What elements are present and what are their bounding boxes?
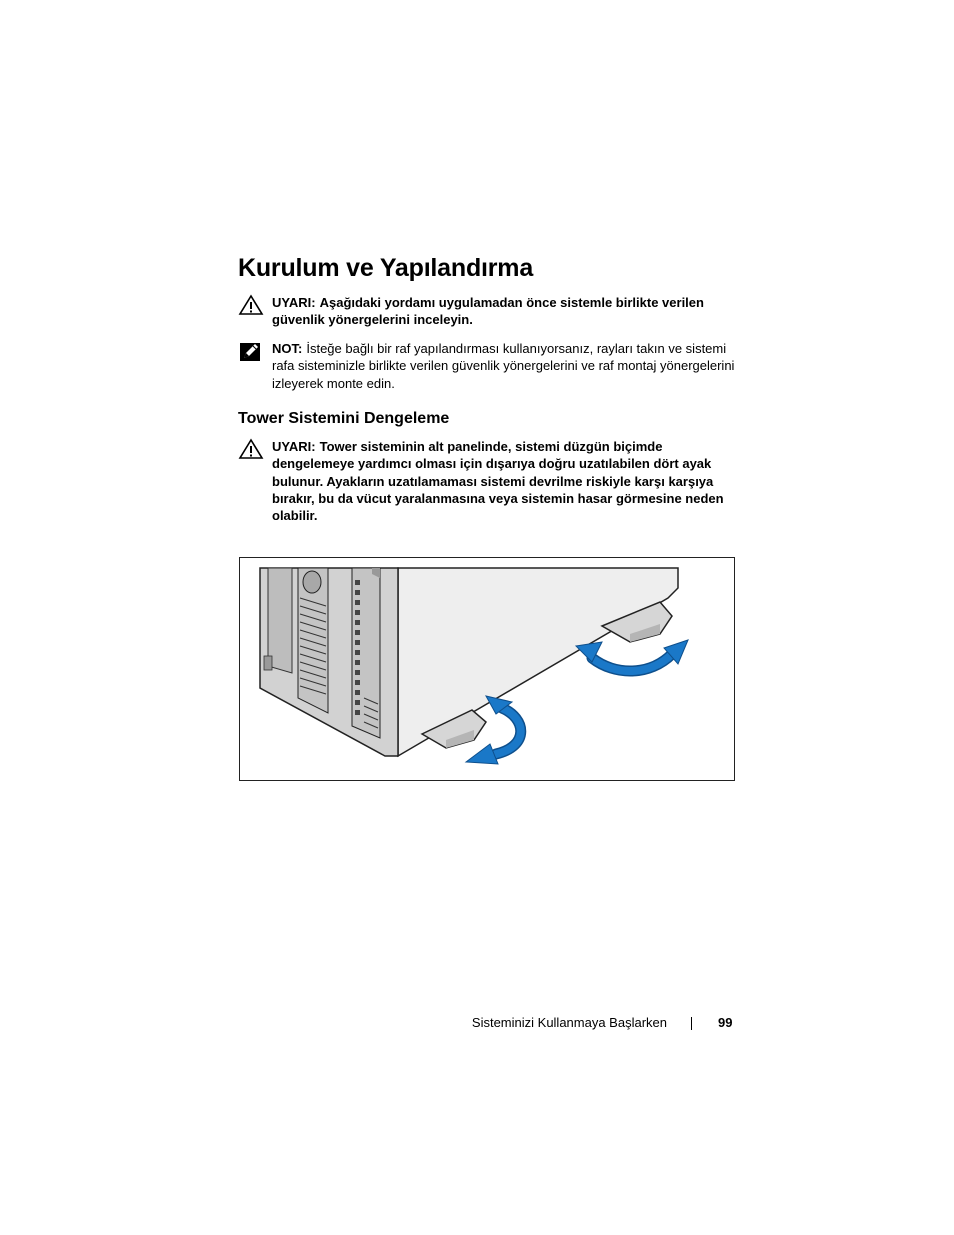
rotation-arrow-back xyxy=(576,640,688,671)
warning-text: Tower sisteminin alt panelinde, sistemi düzgün biçimde dengelemeye yardımcı olması için dışarıya doğru uzatılabilen dört ayak bulunur. Ayakların uzatılamaması sistemi devrilme riskiyle karşı karşıya bırakır, bu da vücut yaralanmasına veya sistemin hasar görmesine neden olabilir. xyxy=(272,439,724,524)
warning-triangle-icon xyxy=(238,294,264,316)
warning-label: UYARI: xyxy=(272,439,316,454)
note-text: İsteğe bağlı bir raf yapılandırması kullanıyorsanız, rayları takın ve sistemi rafa sisteminizle birlikte verilen güvenlik yönergelerini ve raf montaj yönergelerini izleyerek monte edin. xyxy=(272,341,735,391)
warning-notice xyxy=(238,294,738,329)
footer-section-name: Sisteminizi Kullanmaya Başlarken xyxy=(471,1015,667,1030)
stabilizer-feet-figure xyxy=(239,557,735,781)
note-pencil-icon xyxy=(238,341,264,363)
warning-label: UYARI: xyxy=(272,295,316,310)
warning-notice-stabilizer xyxy=(238,438,738,524)
warning-text: Aşağıdaki yordamı uygulamadan önce sistemle birlikte verilen güvenlik yönergelerini inceleyin. xyxy=(272,295,704,328)
page-number: 99 xyxy=(718,1015,733,1030)
front-vent-right xyxy=(352,568,380,738)
tower-system-illustration xyxy=(240,558,734,780)
front-vent-left xyxy=(298,568,328,713)
note-label: NOT: xyxy=(272,341,303,356)
section-title: Tower Sistemini Dengeleme xyxy=(238,410,450,427)
warning-triangle-icon xyxy=(238,438,264,460)
note-notice xyxy=(238,340,738,392)
page-title: Kurulum ve Yapılandırma xyxy=(238,254,534,282)
footer-divider xyxy=(691,1017,692,1030)
